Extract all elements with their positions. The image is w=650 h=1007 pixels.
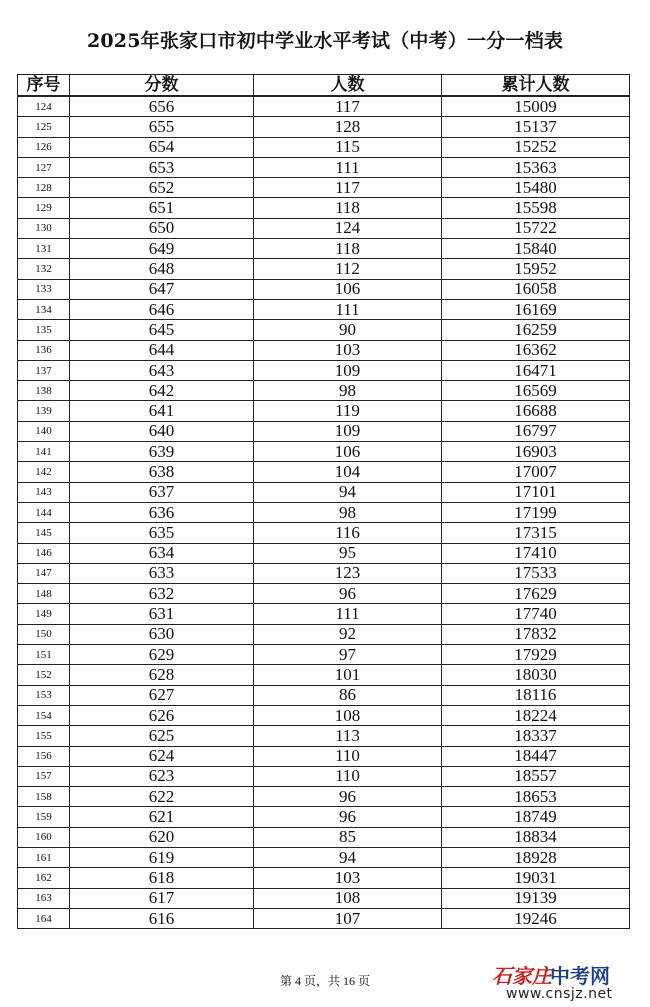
cell-cumulative: 18834: [442, 827, 630, 847]
cell-cumulative: 17199: [442, 502, 630, 522]
watermark-brush-text: 石家庄: [492, 964, 552, 988]
cell-score: 638: [70, 462, 254, 482]
cell-count: 95: [254, 543, 442, 563]
table-row: [18, 299, 630, 319]
cell-index: 160: [18, 827, 70, 847]
cell-index: 163: [18, 888, 70, 908]
cell-count: 98: [254, 381, 442, 401]
cell-score: 625: [70, 726, 254, 746]
cell-count: 94: [254, 482, 442, 502]
cell-score: 632: [70, 584, 254, 604]
cell-index: 155: [18, 726, 70, 746]
cell-cumulative: 18557: [442, 766, 630, 786]
cell-score: 649: [70, 239, 254, 259]
cell-count: 111: [254, 157, 442, 177]
cell-index: 124: [18, 96, 70, 117]
score-table: [17, 74, 630, 929]
cell-cumulative: 17832: [442, 624, 630, 644]
header-count: 人数: [254, 75, 442, 97]
cell-cumulative: 16471: [442, 360, 630, 380]
cell-score: 642: [70, 381, 254, 401]
cell-score: 624: [70, 746, 254, 766]
cell-score: 648: [70, 259, 254, 279]
cell-count: 106: [254, 442, 442, 462]
table-row: [18, 502, 630, 522]
cell-index: 133: [18, 279, 70, 299]
cell-cumulative: 18224: [442, 705, 630, 725]
cell-cumulative: 17929: [442, 645, 630, 665]
table-row: [18, 462, 630, 482]
cell-cumulative: 15840: [442, 239, 630, 259]
cell-cumulative: 17740: [442, 604, 630, 624]
cell-cumulative: 16569: [442, 381, 630, 401]
cell-index: 152: [18, 665, 70, 685]
table-row: [18, 746, 630, 766]
cell-count: 96: [254, 807, 442, 827]
cell-cumulative: 16903: [442, 442, 630, 462]
cell-index: 149: [18, 604, 70, 624]
table-row: [18, 421, 630, 441]
cell-cumulative: 17629: [442, 584, 630, 604]
table-row: [18, 807, 630, 827]
cell-index: 134: [18, 299, 70, 319]
cell-score: 639: [70, 442, 254, 462]
cell-index: 129: [18, 198, 70, 218]
cell-count: 107: [254, 908, 442, 928]
cell-count: 104: [254, 462, 442, 482]
cell-cumulative: 16058: [442, 279, 630, 299]
cell-cumulative: 18116: [442, 685, 630, 705]
cell-cumulative: 15009: [442, 96, 630, 117]
cell-cumulative: 18653: [442, 787, 630, 807]
table-row: [18, 96, 630, 117]
cell-index: 158: [18, 787, 70, 807]
cell-index: 135: [18, 320, 70, 340]
table-row: [18, 381, 630, 401]
cell-count: 96: [254, 787, 442, 807]
cell-score: 654: [70, 137, 254, 157]
table-row: [18, 584, 630, 604]
table-header: [18, 75, 630, 97]
cell-cumulative: 18928: [442, 847, 630, 867]
header-cumulative: 累计人数: [442, 75, 630, 97]
table-row: [18, 604, 630, 624]
cell-cumulative: 17533: [442, 563, 630, 583]
cell-index: 136: [18, 340, 70, 360]
cell-cumulative: 15722: [442, 218, 630, 238]
cell-score: 656: [70, 96, 254, 117]
cell-cumulative: 15952: [442, 259, 630, 279]
cell-count: 101: [254, 665, 442, 685]
cell-index: 150: [18, 624, 70, 644]
cell-cumulative: 17315: [442, 523, 630, 543]
cell-score: 628: [70, 665, 254, 685]
table-row: [18, 482, 630, 502]
cell-cumulative: 17410: [442, 543, 630, 563]
cell-index: 146: [18, 543, 70, 563]
cell-score: 651: [70, 198, 254, 218]
cell-count: 109: [254, 421, 442, 441]
cell-score: 641: [70, 401, 254, 421]
cell-index: 128: [18, 178, 70, 198]
cell-score: 653: [70, 157, 254, 177]
cell-score: 633: [70, 563, 254, 583]
cell-count: 117: [254, 96, 442, 117]
cell-index: 137: [18, 360, 70, 380]
table-row: [18, 279, 630, 299]
cell-index: 147: [18, 563, 70, 583]
table-body: [18, 96, 630, 929]
cell-count: 124: [254, 218, 442, 238]
cell-score: 629: [70, 645, 254, 665]
cell-score: 635: [70, 523, 254, 543]
cell-score: 644: [70, 340, 254, 360]
table-row: [18, 259, 630, 279]
cell-score: 655: [70, 117, 254, 137]
cell-count: 118: [254, 239, 442, 259]
cell-index: 164: [18, 908, 70, 928]
cell-score: 623: [70, 766, 254, 786]
cell-score: 637: [70, 482, 254, 502]
cell-count: 96: [254, 584, 442, 604]
table-row: [18, 766, 630, 786]
table-row: [18, 787, 630, 807]
cell-cumulative: 15598: [442, 198, 630, 218]
table-row: [18, 340, 630, 360]
cell-score: 643: [70, 360, 254, 380]
cell-score: 618: [70, 868, 254, 888]
header-score: 分数: [70, 75, 254, 97]
cell-index: 143: [18, 482, 70, 502]
cell-score: 634: [70, 543, 254, 563]
table-row: [18, 239, 630, 259]
cell-index: 141: [18, 442, 70, 462]
table-row: [18, 178, 630, 198]
cell-cumulative: 15252: [442, 137, 630, 157]
cell-cumulative: 17007: [442, 462, 630, 482]
table-row: [18, 543, 630, 563]
table-row: [18, 705, 630, 725]
cell-score: 645: [70, 320, 254, 340]
cell-count: 128: [254, 117, 442, 137]
table-row: [18, 888, 630, 908]
cell-count: 110: [254, 746, 442, 766]
table-row: [18, 401, 630, 421]
cell-count: 90: [254, 320, 442, 340]
cell-index: 162: [18, 868, 70, 888]
cell-index: 126: [18, 137, 70, 157]
watermark-brand: 中考网: [550, 964, 610, 988]
cell-score: 631: [70, 604, 254, 624]
table-row: [18, 726, 630, 746]
cell-count: 111: [254, 604, 442, 624]
page-footer: 第 4 页，共 16 页: [279, 974, 370, 988]
cell-score: 652: [70, 178, 254, 198]
cell-cumulative: 17101: [442, 482, 630, 502]
cell-index: 153: [18, 685, 70, 705]
cell-count: 113: [254, 726, 442, 746]
cell-cumulative: 19031: [442, 868, 630, 888]
table-row: [18, 665, 630, 685]
cell-cumulative: 15363: [442, 157, 630, 177]
cell-cumulative: 18030: [442, 665, 630, 685]
table-row: [18, 360, 630, 380]
table-row: [18, 563, 630, 583]
cell-index: 144: [18, 502, 70, 522]
cell-index: 142: [18, 462, 70, 482]
cell-count: 108: [254, 705, 442, 725]
cell-index: 161: [18, 847, 70, 867]
table-row: [18, 827, 630, 847]
table-row: [18, 645, 630, 665]
cell-index: 145: [18, 523, 70, 543]
table-row: [18, 847, 630, 867]
cell-cumulative: 16688: [442, 401, 630, 421]
cell-count: 98: [254, 502, 442, 522]
cell-count: 108: [254, 888, 442, 908]
cell-score: 630: [70, 624, 254, 644]
cell-index: 159: [18, 807, 70, 827]
cell-count: 112: [254, 259, 442, 279]
cell-cumulative: 16797: [442, 421, 630, 441]
cell-index: 130: [18, 218, 70, 238]
cell-count: 111: [254, 299, 442, 319]
cell-cumulative: 19139: [442, 888, 630, 908]
cell-count: 118: [254, 198, 442, 218]
cell-score: 617: [70, 888, 254, 908]
cell-cumulative: 19246: [442, 908, 630, 928]
cell-score: 640: [70, 421, 254, 441]
cell-index: 132: [18, 259, 70, 279]
page-title: 2025年张家口市初中学业水平考试（中考）一分一档表: [86, 30, 564, 52]
cell-index: 127: [18, 157, 70, 177]
cell-cumulative: 18337: [442, 726, 630, 746]
cell-index: 157: [18, 766, 70, 786]
cell-score: 647: [70, 279, 254, 299]
table-row: [18, 137, 630, 157]
cell-index: 154: [18, 705, 70, 725]
table-row: [18, 523, 630, 543]
table-row: [18, 157, 630, 177]
cell-index: 138: [18, 381, 70, 401]
cell-count: 119: [254, 401, 442, 421]
table-row: [18, 218, 630, 238]
cell-count: 115: [254, 137, 442, 157]
table-row: [18, 908, 630, 928]
cell-score: 646: [70, 299, 254, 319]
cell-index: 139: [18, 401, 70, 421]
table-row: [18, 442, 630, 462]
cell-count: 86: [254, 685, 442, 705]
cell-cumulative: 18749: [442, 807, 630, 827]
cell-count: 103: [254, 340, 442, 360]
cell-cumulative: 18447: [442, 746, 630, 766]
cell-score: 620: [70, 827, 254, 847]
cell-count: 92: [254, 624, 442, 644]
cell-count: 85: [254, 827, 442, 847]
cell-count: 117: [254, 178, 442, 198]
header-index: 序号: [18, 75, 70, 97]
cell-cumulative: 16362: [442, 340, 630, 360]
table-row: [18, 868, 630, 888]
cell-cumulative: 16169: [442, 299, 630, 319]
cell-score: 626: [70, 705, 254, 725]
cell-count: 110: [254, 766, 442, 786]
cell-count: 103: [254, 868, 442, 888]
cell-score: 622: [70, 787, 254, 807]
table-row: [18, 320, 630, 340]
cell-cumulative: 15137: [442, 117, 630, 137]
cell-cumulative: 15480: [442, 178, 630, 198]
cell-count: 94: [254, 847, 442, 867]
table-row: [18, 198, 630, 218]
cell-score: 616: [70, 908, 254, 928]
cell-count: 123: [254, 563, 442, 583]
table-row: [18, 117, 630, 137]
cell-index: 148: [18, 584, 70, 604]
cell-index: 125: [18, 117, 70, 137]
cell-cumulative: 16259: [442, 320, 630, 340]
cell-score: 650: [70, 218, 254, 238]
cell-count: 106: [254, 279, 442, 299]
table-row: [18, 685, 630, 705]
cell-index: 140: [18, 421, 70, 441]
cell-count: 97: [254, 645, 442, 665]
cell-score: 627: [70, 685, 254, 705]
cell-score: 636: [70, 502, 254, 522]
cell-score: 619: [70, 847, 254, 867]
cell-count: 116: [254, 523, 442, 543]
table-row: [18, 624, 630, 644]
cell-score: 621: [70, 807, 254, 827]
cell-index: 156: [18, 746, 70, 766]
watermark-logo: [492, 960, 642, 1004]
cell-index: 131: [18, 239, 70, 259]
watermark-url: www.cnsjz.net: [506, 986, 613, 1002]
cell-index: 151: [18, 645, 70, 665]
cell-count: 109: [254, 360, 442, 380]
